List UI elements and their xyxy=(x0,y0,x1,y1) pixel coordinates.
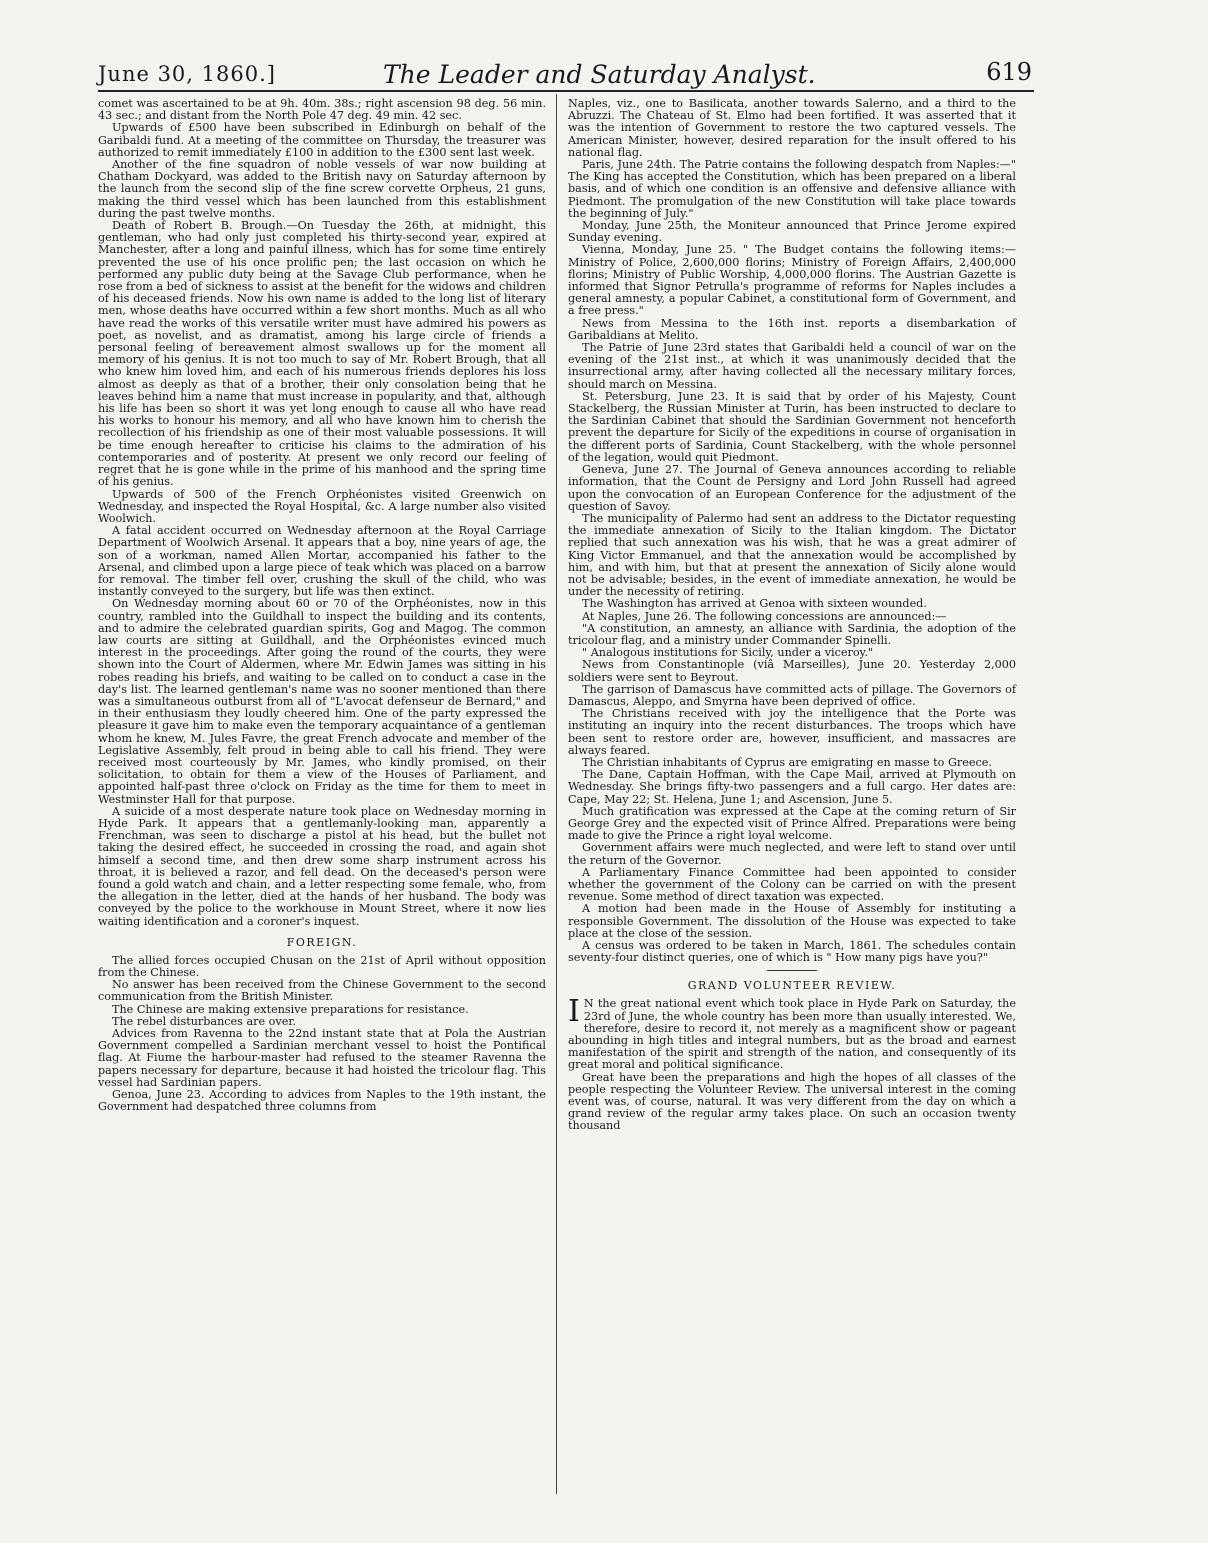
article-paragraph: St. Petersburg, June 23. It is said that by order of his Majesty, Count Stackelberg, the Russian Minister at Turin, has been instructed to declare to the Sardinian Cabinet that should the Sardinian Government not henceforth prevent the departure for Sicily of the expeditions in course of organisation in the different ports of Sardinia, Count Stackelberg, with the whole personnel of the legation, would quit Piedmont. xyxy=(568,389,1016,464)
right-column xyxy=(568,98,1016,1133)
article-paragraph: The rebel disturbances are over. xyxy=(112,1014,297,1028)
review-lead-text: N the great national event which took place in Hyde Park on Saturday, the 23rd of June, the whole country has been more than usually interested. We, therefore, desire to record it, not merely as a magnificent show or pageant abounding in high titles and integral numbers, but as the broad and earnest manifestation of the spirit and strength of the nation, and consequently of its great moral and political significance. xyxy=(568,997,1016,1072)
column-divider xyxy=(556,94,557,1494)
article-paragraph: The Chinese are making extensive preparations for resistance. xyxy=(112,1002,469,1016)
article-paragraph: The garrison of Damascus have committed acts of pillage. The Governors of Damascus, Aleppo, and Smyrna have been deprived of office. xyxy=(568,682,1016,708)
article-paragraph: Geneva, June 27. The Journal of Geneva announces according to reliable information, that the Count de Persigny and Lord John Russell had agreed upon the convocation of an European Conference for the adjustment of the question of Savoy. xyxy=(568,463,1016,513)
publication-title: The Leader and Saturday Analyst. xyxy=(383,60,816,89)
article-paragraph: Another of the fine squadron of noble vessels of war now building at Chatham Dockyard, was added to the British navy on Saturday afternoon by the launch from the second slip of the fine screw corvette Orpheus, 21 guns, making the third vessel which has been launched from this establishment during the past twelve months. xyxy=(98,158,546,220)
article-paragraph: The Washington has arrived at Genoa with sixteen wounded. xyxy=(582,597,927,611)
issue-date: June 30, 1860.] xyxy=(98,62,276,86)
drop-cap: I xyxy=(568,994,580,1030)
article-paragraph xyxy=(568,994,1016,1072)
article-paragraph: Much gratification was expressed at the Cape at the coming return of Sir George Grey and the expected visit of Prince Alfred. Preparations were being made to give the Prince a right loyal welcome. xyxy=(568,804,1016,843)
article-paragraph: Vienna, Monday, June 25. " The Budget contains the following items:—Ministry of Police, 2,600,000 florins; Ministry of Foreign Affairs, 2,400,000 florins; Ministry of Public Worship, 4,000,000 florins. The Austrian Gazette is informed that Signor Petrulla's programme of reforms for Naples includes a general amnesty, a popular Cabinet, a constitutional form of Government, and a free press." xyxy=(568,243,1016,318)
article-paragraph: The Christian inhabitants of Cyprus are emigrating en masse to Greece. xyxy=(582,755,992,769)
article-paragraph: A Parliamentary Finance Committee had been appointed to consider whether the government of the Colony can be carried on with the present revenue. Some method of direct taxation was expected. xyxy=(568,865,1016,904)
article-paragraph: "A constitution, an amnesty, an alliance with Sardinia, the adoption of the tricolour flag, and a ministry under Commander Spinelli. xyxy=(568,621,1016,647)
article-paragraph: " Analogous institutions for Sicily, under a viceroy." xyxy=(582,646,874,660)
article-paragraph: On Wednesday morning about 60 or 70 of the Orphéonistes, now in this country, rambled into the Guildhall to inspect the building and its contents, and to admire the celebrated guardian spirits, Gog and Magog. The common law courts are sitting at Guildhall, and the Orphéonistes evinced much interest in the proceedings. After going the round of the courts, they were shown into the Court of Aldermen, where Mr. Edwin James was sitting in his robes reading his briefs, and waiting to be called on to conduct a case in the day's list. The learned gentleman's name was no sooner mentioned than there was a simultaneous outburst from all of "L'avocat defenseur de Bernard," and in their enthusiasm they loudly cheered him. One of the party expressed the pleasure it gave him to make even the temporary acquaintance of a gentleman whom he knew, M. Jules Favre, the great French advocate and member of the Legislative Assembly, felt proud in being able to call his friend. They were received most courteously by Mr. James, who kindly promised, on their solicitation, to obtain for them a view of the Houses of Parliament, and appointed half-past three o'clock on Friday as the time for them to meet in Westminster Hall for that purpose. xyxy=(98,597,546,806)
article-paragraph: No answer has been received from the Chinese Government to the second communication from the British Minister. xyxy=(98,978,546,1004)
article-paragraph: Naples, viz., one to Basilicata, another towards Salerno, and a third to the Abruzzi. The Chateau of St. Elmo had been fortified. It was asserted that it was the intention of Government to restore the two captured vessels. The American Minister, however, desired reparation for the insult offered to his national flag. xyxy=(568,97,1016,159)
article-paragraph: Death of Robert B. Brough.—On Tuesday the 26th, at midnight, this gentleman, who had only just completed his thirty-second year, expired at Manchester, after a long and painful illness, which has for some time entirely prevented the use of his once prolific pen; the last occasion on which he performed any public duty being at the Savage Club performance, when he rose from a bed of sickness to assist at the benefit for the widows and children of his deceased friends. Now his own name is added to the long list of literary men, whose deaths have occurred within a few short months. Much as all who have read the works of this versatile writer must have admired his powers as poet, as novelist, and as dramatist, among his large circle of friends a personal feeling of bereavement almost swallows up for the moment all memory of his genius. It is not too much to say of Mr. Robert Brough, that all who knew him loved him, and each of his numerous friends deplores his loss almost as deeply as that of a brother, their only consolation being that he leaves behind him a name that must increase in popularity, and that, although his life has been so short it was yet long enough to cause all who have read his works to honour his memory, and all who have known him to cherish the recollection of his friendship as one of their most valuable possessions. It will be time enough hereafter to criticise his claims to the admiration of his contemporaries and of posterity. At present we only record our feeling of regret that he is gone while in the prime of his manhood and the spring time of his genius. xyxy=(98,219,546,489)
article-paragraph: comet was ascertained to be at 9h. 40m. 38s.; right ascension 98 deg. 56 min. 43 sec.; and distant from the North Pole 47 deg. 49 min. 42 sec. xyxy=(98,97,546,123)
article-paragraph: The allied forces occupied Chusan on the 21st of April without opposition from the Chinese. xyxy=(98,953,546,980)
article-paragraph: Great have been the preparations and high the hopes of all classes of the people respecting the Volunteer Review. The universal interest in the coming event was, of course, natural. It was very different from the day on which a grand review of the regular army takes place. On such an occasion twenty thousand xyxy=(568,1070,1016,1133)
article-paragraph: The Patrie of June 23rd states that Garibaldi held a council of war on the evening of the 21st inst., at which it was unanimously decided that the insurrectional army, after having collected all the necessary military forces, should march on Messina. xyxy=(568,341,1016,391)
article-paragraph: A fatal accident occurred on Wednesday afternoon at the Royal Carriage Department of Woolwich Arsenal. It appears that a boy, nine years of age, the son of a workman, named Allen Mortar, accompanied his father to the Arsenal, and climbed upon a large piece of teak which was placed on a barrow for removal. The timber fell over, crushing the skull of the child, who was instantly conveyed to the surgery, but life was then extinct. xyxy=(98,524,546,599)
header-rule xyxy=(98,90,1034,92)
article-paragraph: News from Constantinople (viâ Marseilles), June 20. Yesterday 2,000 soldiers were sent to Beyrout. xyxy=(568,658,1016,684)
article-paragraph: At Naples, June 26. The following concessions are announced:— xyxy=(582,609,947,623)
article-paragraph: Genoa, June 23. According to advices from Naples to the 19th instant, the Government had despatched three columns from xyxy=(98,1088,546,1114)
article-paragraph: A suicide of a most desperate nature took place on Wednesday morning in Hyde Park. It appears that a gentlemanly-looking man, apparently a Frenchman, was seen to discharge a pistol at his head, but the bullet not taking the desired effect, he succeeded in crossing the road, and again shot himself a second time, and then drew some sharp instrument across his throat, it is believed a razor, and fell dead. On the deceased's person were found a gold watch and chain, and a letter respecting some female, who, from the allegation in the letter, died at the hands of her husband. The body was conveyed by the police to the workhouse in Mount Street, where it now lies waiting identification and a coroner's inquest. xyxy=(98,804,546,928)
article-paragraph: A motion had been made in the House of Assembly for instituting a responsible Government. The dissolution of the House was expected to take place at the close of the session. xyxy=(568,902,1016,940)
left-column xyxy=(98,98,546,1113)
article-paragraph: The Christians received with joy the intelligence that the Porte was instituting an inquiry into the recent disturbances. The troops which have been sent to restore order are, however, insufficient, and massacres are always feared. xyxy=(568,707,1016,757)
article-paragraph: Upwards of £500 have been subscribed in Edinburgh on behalf of the Garibaldi fund. At a meeting of the committee on Thursday, the treasurer was authorized to remit immediately £100 in addition to the £300 sent last week. xyxy=(98,121,546,159)
article-paragraph: Monday, June 25th, the Moniteur announced that Prince Jerome expired Sunday evening. xyxy=(568,219,1016,245)
article-paragraph: Upwards of 500 of the French Orphéonistes visited Greenwich on Wednesday, and inspected the Royal Hospital, &c. A large number also visited Woolwich. xyxy=(98,487,546,525)
section-heading-volunteer-review: GRAND VOLUNTEER REVIEW. xyxy=(687,979,897,993)
article-paragraph: News from Messina to the 16th inst. reports a disembarkation of Garibaldians at Melito. xyxy=(568,316,1016,342)
section-separator xyxy=(767,970,817,971)
article-paragraph: A census was ordered to be taken in March, 1861. The schedules contain seventy-four distinct queries, one of which is " How many pigs have you?" xyxy=(568,939,1016,965)
article-paragraph: The municipality of Palermo had sent an address to the Dictator requesting the immediate annexation of Sicily to the Italian kingdom. The Dictator replied that such annexation was his wish, that he was a great admirer of King Victor Emmanuel, and that the annexation would be accomplished by him, and with him, but that at present the annexation of Sicily alone would not be advisable; besides, in the event of immediate annexation, he would be under the necessity of retiring. xyxy=(568,511,1016,599)
page-header xyxy=(98,50,1032,90)
article-paragraph: Paris, June 24th. The Patrie contains the following despatch from Naples:—" The King has accepted the Constitution, which has been prepared on a liberal basis, and of which one condition is an offensive and defensive alliance with Piedmont. The promulgation of the new Constitution will take place towards the beginning of July." xyxy=(568,158,1016,220)
section-heading-foreign: FOREIGN. xyxy=(286,935,358,949)
article-paragraph: The Dane, Captain Hoffman, with the Cape Mail, arrived at Plymouth on Wednesday. She brings fifty-two passengers and a full cargo. Her dates are: Cape, May 22; St. Helena, June 1; and Ascension, June 5. xyxy=(568,768,1016,806)
article-paragraph: Advices from Ravenna to the 22nd instant state that at Pola the Austrian Government compelled a Sardinian merchant vessel to hoist the Pontifical flag. At Fiume the harbour-master had refused to the steamer Ravenna the papers necessary for departure, because it had hoisted the tricolour flag. This vessel had Sardinian papers. xyxy=(98,1027,546,1089)
article-paragraph: Government affairs were much neglected, and were left to stand over until the return of the Governor. xyxy=(568,841,1016,867)
page-number: 619 xyxy=(986,58,1032,86)
